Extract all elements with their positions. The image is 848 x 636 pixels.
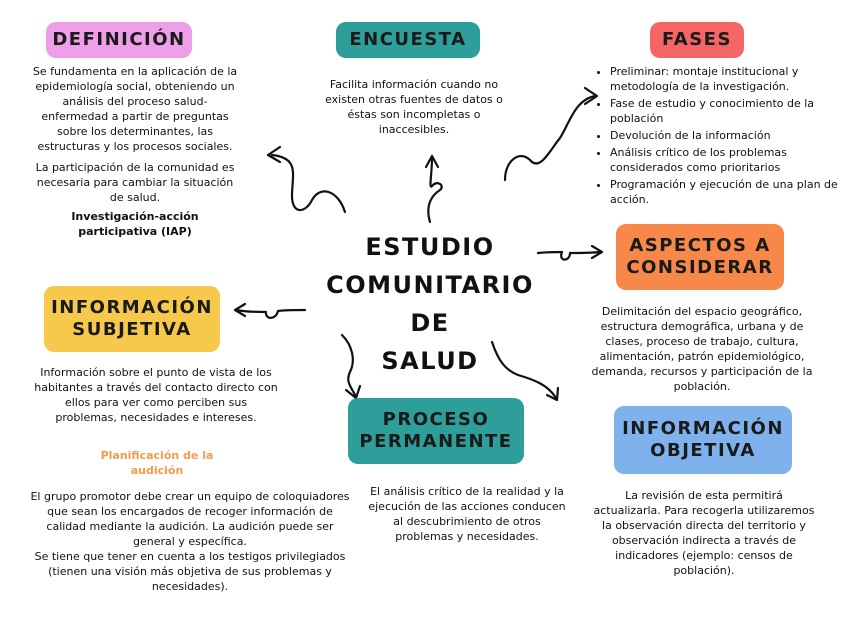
fases-title: FASES xyxy=(662,28,732,50)
subjetiva-text-3: Se tiene que tener en cuenta a los testigos privilegiados (tienen una visión más objetiva de sus problemas y necesidades). xyxy=(34,550,346,593)
proceso-title-line-1: PROCESO xyxy=(382,408,490,430)
arrow-to-encuesta xyxy=(428,158,441,222)
subjetiva-text-block-2 xyxy=(30,489,350,594)
subjetiva-title-line-2: SUBJETIVA xyxy=(72,319,192,340)
fases-item: • Devolución de la información xyxy=(610,128,840,143)
proceso-text: El análisis crítico de la realidad y la ejecución de las acciones conducen al descubrimiento de otros problemas y necesidades. xyxy=(368,485,566,543)
fases-tag xyxy=(650,22,744,58)
definicion-text-block xyxy=(30,64,240,239)
definicion-text-1: Se fundamenta en la aplicación de la epidemiología social, obteniendo un análisis del proceso salud-enfermedad a partir de preguntas sobre los determinantes, las estructuras y los procesos sociales. xyxy=(32,65,238,153)
central-title-line-2: COMUNITARIO DE xyxy=(326,271,534,337)
subjetiva-title-line-1: INFORMACIÓN xyxy=(51,296,213,318)
encuesta-text: Facilita información cuando no existen otras fuentes de datos o éstas son incompletas o inaccesibles. xyxy=(325,78,503,136)
fases-item: • Preliminar: montaje institucional y metodología de la investigación. xyxy=(610,64,840,94)
arrow-to-subjetiva xyxy=(236,310,305,318)
central-title-line-1: ESTUDIO xyxy=(365,233,495,261)
arrow-to-fases xyxy=(505,96,595,180)
encuesta-title: ENCUESTA xyxy=(349,28,467,50)
objetiva-title-line-1: INFORMACIÓN xyxy=(622,417,784,439)
aspectos-tag xyxy=(616,224,784,290)
proceso-title-line-2: PERMANENTE xyxy=(359,431,513,452)
central-title-line-3: SALUD xyxy=(381,347,479,375)
aspectos-text: Delimitación del espacio geográfico, estructura demográfica, urbana y de clases, proceso de trabajo, cultura, alimentación, patrón epidemiológico, demanda, recursos y participación de la población. xyxy=(591,305,813,393)
fases-item: • Programación y ejecución de una plan de acción. xyxy=(610,177,840,207)
objetiva-text: La revisión de esta permitirá actualizarla. Para recogerla utilizaremos la observación directa del territorio y observación indirecta a través de indicadores (ejemplo: censos de población). xyxy=(593,489,815,577)
fases-item: • Análisis crítico de los problemas considerados como prioritarios xyxy=(610,145,840,175)
aspectos-title-line-2: CONSIDERAR xyxy=(626,257,774,278)
subjetiva-text-2: El grupo promotor debe crear un equipo de coloquiadores que sean los encargados de recoger información de calidad mediante la audición. La audición puede ser general y específica. xyxy=(30,490,350,548)
central-topic xyxy=(305,228,555,380)
subjetiva-text: Información sobre el punto de vista de los habitantes a través del contacto directo con ellos para ver como perciben sus problemas, necesidades e intereses. xyxy=(34,366,278,424)
objetiva-tag xyxy=(614,406,792,474)
fases-item: • Fase de estudio y conocimiento de la población xyxy=(610,96,840,126)
definicion-tag xyxy=(46,22,192,58)
definicion-title: DEFINICIÓN xyxy=(52,28,186,50)
definicion-text-3: Investigación-acción participativa (IAP) xyxy=(71,210,199,238)
proceso-tag xyxy=(348,398,524,464)
arrow-to-definicion xyxy=(272,155,345,212)
encuesta-tag xyxy=(336,22,480,58)
aspectos-title-line-1: ASPECTOS A xyxy=(629,234,771,256)
objetiva-title-line-2: OBJETIVA xyxy=(650,440,756,461)
subjetiva-tag xyxy=(44,286,220,352)
subjetiva-subtitle: Planificación de la audición xyxy=(100,449,214,477)
fases-list xyxy=(590,64,840,209)
definicion-text-2: La participación de la comunidad es necesaria para cambiar la situación de salud. xyxy=(35,161,235,204)
